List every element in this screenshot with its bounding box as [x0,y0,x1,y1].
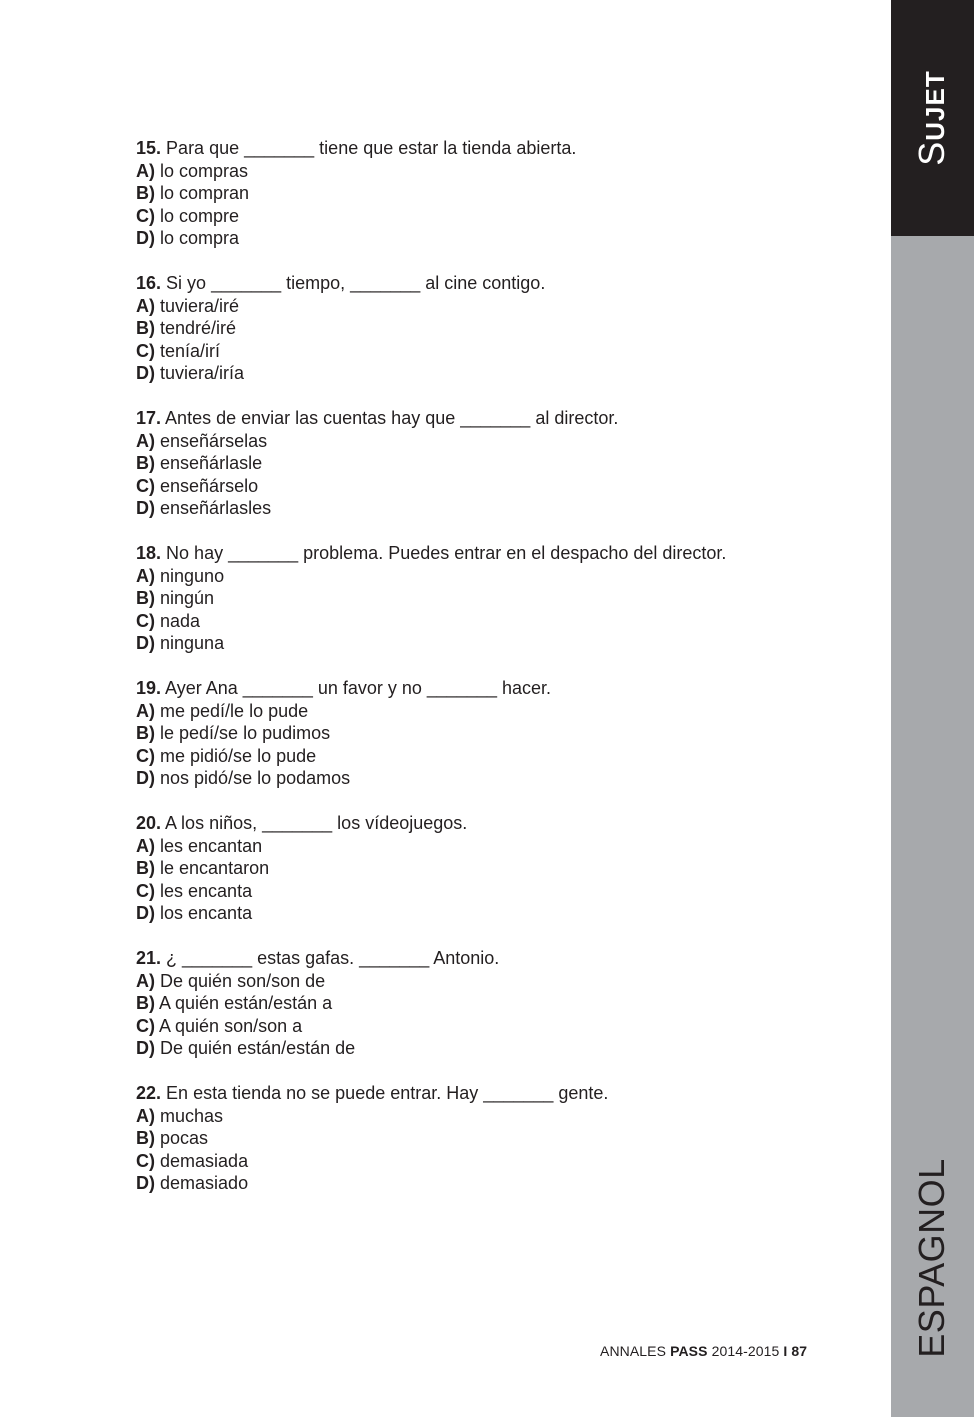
answer-option [136,722,876,745]
option-letter: B) [136,183,155,203]
option-letter: A) [136,430,155,451]
question-stem [136,947,876,970]
option-text: lo compre [160,205,240,226]
option-letter: D) [136,1038,155,1058]
option-text: lo compras [160,160,249,181]
question-block [136,1082,876,1195]
question-block [136,407,876,520]
answer-option [136,362,876,385]
answer-option [136,1015,876,1038]
question-text: Ayer Ana _______ un favor y no _______ hacer. [165,678,552,698]
answer-option [136,497,876,520]
option-text: A quién son/son a [159,1015,303,1036]
footer-prefix: ANNALES [600,1343,667,1359]
footer-brand: PASS [670,1343,708,1359]
question-number: 21. [136,948,162,968]
option-text: demasiado [160,1173,249,1193]
option-text: De quién están/están de [160,1038,356,1058]
option-letter: B) [136,993,155,1013]
answer-option [136,452,876,475]
option-text: ninguna [160,633,225,653]
question-list [136,137,876,1217]
answer-option [136,587,876,610]
question-number: 16. [136,273,162,293]
option-letter: A) [136,1105,155,1126]
option-text: pocas [160,1128,209,1148]
section-tab [891,0,974,236]
answer-option [136,295,876,318]
option-letter: B) [136,453,155,473]
question-block [136,137,876,250]
option-letter: A) [136,970,155,991]
option-letter: A) [136,160,155,181]
option-text: ninguno [160,565,225,586]
answer-option [136,1150,876,1173]
question-text: ¿ _______ estas gafas. _______ Antonio. [166,948,500,968]
option-text: tuviera/iría [160,363,245,383]
answer-option [136,565,876,588]
option-text: me pidió/se lo pude [160,745,317,766]
option-letter: C) [136,340,155,361]
question-number: 17. [136,408,162,428]
question-number: 22. [136,1083,162,1103]
answer-option [136,857,876,880]
option-text: nada [160,610,201,631]
answer-option [136,610,876,633]
option-letter: D) [136,498,155,518]
option-letter: C) [136,1150,155,1171]
answer-option [136,1037,876,1060]
option-text: les encantan [160,835,263,856]
question-text: Si yo _______ tiempo, _______ al cine contigo. [166,273,546,293]
question-stem [136,812,876,835]
option-letter: B) [136,858,155,878]
option-letter: D) [136,768,155,788]
option-text: tendré/iré [160,318,237,338]
option-letter: C) [136,205,155,226]
answer-option [136,745,876,768]
option-text: tuviera/iré [160,295,240,316]
option-text: enseñárselas [160,430,268,451]
option-text: ningún [160,588,215,608]
answer-option [136,835,876,858]
option-text: nos pidó/se lo podamos [160,768,351,788]
answer-option [136,317,876,340]
option-text: enseñárselo [160,475,259,496]
subject-label: ESPAGNOL [911,1158,952,1358]
question-number: 20. [136,813,162,833]
option-letter: C) [136,880,155,901]
option-text: De quién son/son de [160,970,326,991]
answer-option [136,430,876,453]
option-text: A quién están/están a [159,993,333,1013]
question-stem [136,1082,876,1105]
option-text: le pedí/se lo pudimos [160,723,331,743]
answer-option [136,632,876,655]
question-stem [136,407,876,430]
option-letter: D) [136,633,155,653]
option-text: me pedí/le lo pude [160,700,309,721]
option-text: lo compra [160,228,240,248]
option-text: enseñárlasles [160,498,272,518]
option-letter: D) [136,1173,155,1193]
option-letter: C) [136,610,155,631]
answer-option [136,1127,876,1150]
option-text: demasiada [160,1150,249,1171]
question-text: A los niños, _______ los vídeojuegos. [165,813,468,833]
section-label-rest: UJET [920,70,950,141]
question-stem [136,137,876,160]
option-letter: B) [136,723,155,743]
question-stem [136,272,876,295]
answer-option [136,1105,876,1128]
answer-option [136,160,876,183]
option-text: les encanta [160,880,253,901]
question-text: No hay _______ problema. Puedes entrar en el despacho del director. [166,543,727,563]
option-letter: B) [136,318,155,338]
option-text: enseñárlasle [160,453,263,473]
option-letter: A) [136,295,155,316]
option-letter: A) [136,565,155,586]
question-block [136,812,876,925]
answer-option [136,970,876,993]
option-letter: D) [136,228,155,248]
question-block [136,542,876,655]
footer-years: 2014-2015 [711,1343,780,1359]
answer-option [136,227,876,250]
question-number: 18. [136,543,162,563]
option-text: los encanta [160,903,253,923]
question-text: En esta tienda no se puede entrar. Hay _______ gente. [166,1083,609,1103]
option-letter: A) [136,835,155,856]
section-label-initial: S [911,140,952,166]
option-letter: B) [136,588,155,608]
side-tab [891,0,974,1417]
option-letter: B) [136,1128,155,1148]
page-footer [600,1343,807,1359]
question-stem [136,542,876,565]
answer-option [136,902,876,925]
option-text: muchas [160,1105,224,1126]
section-label [911,70,953,165]
option-text: lo compran [160,183,250,203]
answer-option [136,340,876,363]
question-number: 19. [136,678,162,698]
page-number: I 87 [783,1343,808,1359]
question-text: Antes de enviar las cuentas hay que _______ al director. [165,408,619,428]
question-stem [136,677,876,700]
option-text: le encantaron [160,858,270,878]
option-letter: D) [136,363,155,383]
question-block [136,677,876,790]
answer-option [136,205,876,228]
question-block [136,947,876,1060]
answer-option [136,475,876,498]
question-number: 15. [136,138,162,158]
question-text: Para que _______ tiene que estar la tienda abierta. [166,138,577,158]
answer-option [136,182,876,205]
option-text: tenía/irí [160,340,221,361]
answer-option [136,1172,876,1195]
answer-option [136,880,876,903]
option-letter: C) [136,475,155,496]
option-letter: C) [136,745,155,766]
option-letter: C) [136,1015,155,1036]
option-letter: A) [136,700,155,721]
answer-option [136,992,876,1015]
answer-option [136,700,876,723]
answer-option [136,767,876,790]
option-letter: D) [136,903,155,923]
question-block [136,272,876,385]
